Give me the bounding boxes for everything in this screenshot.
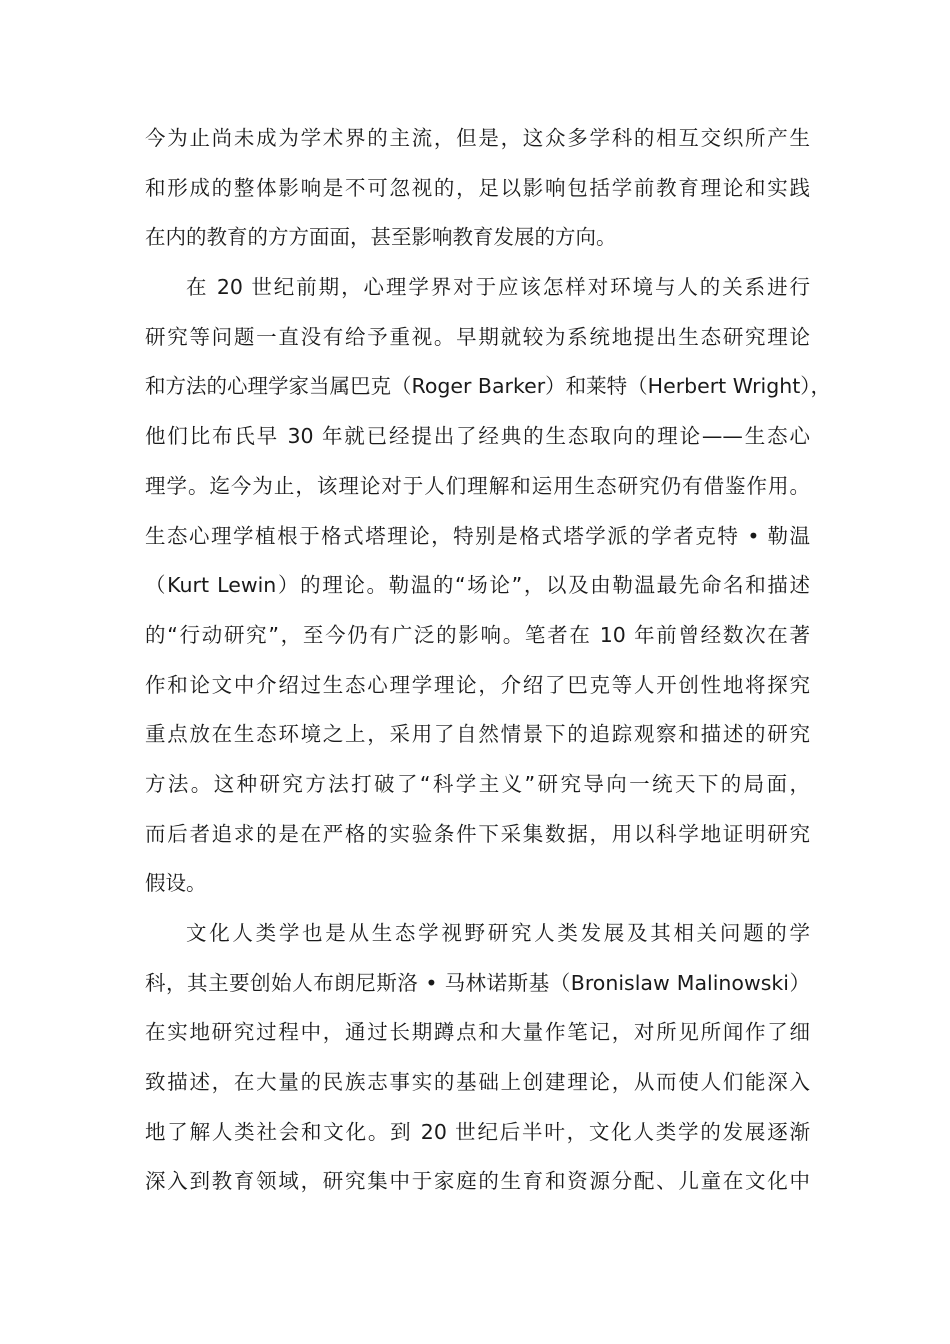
text-line: 生态心理学植根于格式塔理论，特别是格式塔学派的学者克特 • 勒温 bbox=[145, 523, 810, 548]
text-line: 研究等问题一直没有给予重视。早期就较为系统地提出生态研究理论 bbox=[145, 324, 810, 349]
text-line: 文化人类学也是从生态学视野研究人类发展及其相关问题的学 bbox=[186, 921, 810, 945]
text-line: 和形成的整体影响是不可忽视的，足以影响包括学前教育理论和实践 bbox=[145, 175, 810, 200]
text-line: 在内的教育的方方面面，甚至影响教育发展的方向。 bbox=[145, 225, 617, 250]
text-line: （Kurt Lewin）的理论。勒温的“场论”，以及由勒温最先命名和描述 bbox=[145, 573, 810, 598]
text-line: 作和论文中介绍过生态心理学理论，介绍了巴克等人开创性地将探究 bbox=[145, 672, 810, 697]
text-line: 理学。迄今为止，该理论对于人们理解和运用生态研究仍有借鉴作用。 bbox=[145, 473, 810, 498]
text-line: 在 20 世纪前期，心理学界对于应该怎样对环境与人的关系进行 bbox=[186, 275, 810, 300]
paragraph bbox=[145, 114, 810, 263]
paragraph bbox=[145, 909, 810, 1207]
text-line: 和方法的心理学家当属巴克（Roger Barker）和莱特（Herbert Wright）， bbox=[145, 374, 831, 399]
text-line: 而后者追求的是在严格的实验条件下采集数据，用以科学地证明研究 bbox=[145, 821, 810, 846]
text-line: 假设。 bbox=[145, 871, 207, 896]
text-line: 今为止尚未成为学术界的主流，但是，这众多学科的相互交织所产生 bbox=[145, 126, 810, 150]
text-line: 在实地研究过程中，通过长期蹲点和大量作笔记，对所见所闻作了细 bbox=[145, 1020, 810, 1045]
text-line: 重点放在生态环境之上，采用了自然情景下的追踪观察和描述的研究 bbox=[145, 722, 810, 747]
text-line: 他们比布氏早 30 年就已经提出了经典的生态取向的理论——生态心 bbox=[145, 424, 810, 449]
text-line: 致描述，在大量的民族志事实的基础上创建理论，从而使人们能深入 bbox=[145, 1070, 810, 1095]
text-line: 科，其主要创始人布朗尼斯洛 • 马林诺斯基（Bronislaw Malinowski） bbox=[145, 970, 810, 995]
paragraph bbox=[145, 263, 831, 909]
text-line: 方法。这种研究方法打破了“科学主义”研究导向一统天下的局面， bbox=[145, 771, 810, 796]
text-line: 深入到教育领域，研究集中于家庭的生育和资源分配、儿童在文化中 bbox=[145, 1169, 810, 1194]
body-text bbox=[145, 114, 831, 1207]
text-line: 地了解人类社会和文化。到 20 世纪后半叶，文化人类学的发展逐渐 bbox=[145, 1119, 810, 1144]
text-line: 的“行动研究”，至今仍有广泛的影响。笔者在 10 年前曾经数次在著 bbox=[145, 622, 810, 647]
